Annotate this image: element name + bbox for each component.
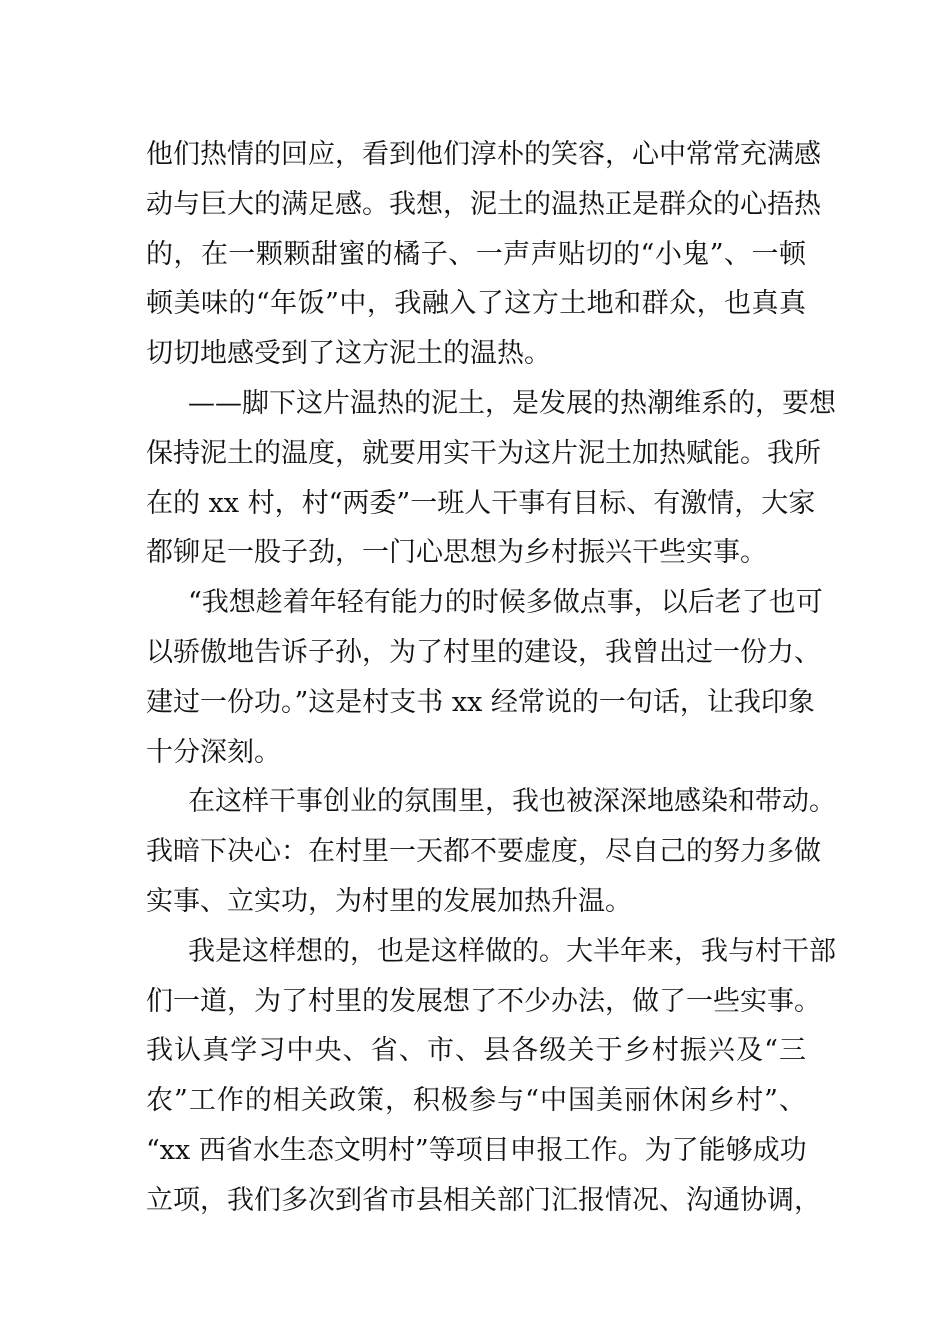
text-line: 我认真学习中央、省、市、县各级关于乡村振兴及“三 [146, 1035, 806, 1067]
text-line: “xx 西省水生态文明村”等项目申报工作。为了能够成功 [146, 1134, 807, 1166]
body-text [146, 130, 836, 1226]
text-line: 切切地感受到了这方泥土的温热。 [146, 338, 551, 370]
paragraph-first-line: “我想趁着年轻有能力的时候多做点事，以后老了也可 [188, 587, 823, 619]
text-line: 们一道，为了村里的发展想了不少办法，做了一些实事。 [146, 985, 821, 1017]
text-line: 他们热情的回应，看到他们淳朴的笑容，心中常常充满感 [146, 139, 821, 170]
text-line: 动与巨大的满足感。我想，泥土的温热正是群众的心捂热 [146, 188, 821, 220]
paragraph-first-line: 在这样干事创业的氛围里，我也被深深地感染和带动。 [188, 786, 836, 818]
text-line: 保持泥土的温度，就要用实干为这片泥土加热赋能。我所 [146, 437, 821, 469]
text-line: 顿美味的“年饭”中，我融入了这方土地和群众，也真真 [146, 288, 806, 320]
text-line: 在的 xx 村，村“两委”一班人干事有目标、有激情，大家 [146, 487, 816, 519]
text-line: 立项，我们多次到省市县相关部门汇报情况、沟通协调， [146, 1184, 821, 1216]
text-line: 十分深刻。 [146, 736, 281, 768]
text-line: 我暗下决心：在村里一天都不要虚度，尽自己的努力多做 [146, 836, 821, 868]
text-line: 的，在一颗颗甜蜜的橘子、一声声贴切的“小鬼”、一顿 [146, 238, 806, 270]
text-line: 实事、立实功，为村里的发展加热升温。 [146, 885, 632, 917]
text-line: 都铆足一股子劲，一门心思想为乡村振兴干些实事。 [146, 537, 767, 569]
text-line: 建过一份功。”这是村支书 xx 经常说的一句话，让我印象 [146, 686, 815, 718]
text-line: 以骄傲地告诉子孙，为了村里的建设，我曾出过一份力、 [146, 636, 821, 668]
paragraph-first-line: 我是这样想的，也是这样做的。大半年来，我与村干部 [188, 935, 836, 967]
text-line: 农”工作的相关政策，积极参与“中国美丽休闲乡村”、 [146, 1085, 806, 1117]
paragraph-first-line: ——脚下这片温热的泥土，是发展的热潮维系的，要想 [188, 387, 836, 419]
